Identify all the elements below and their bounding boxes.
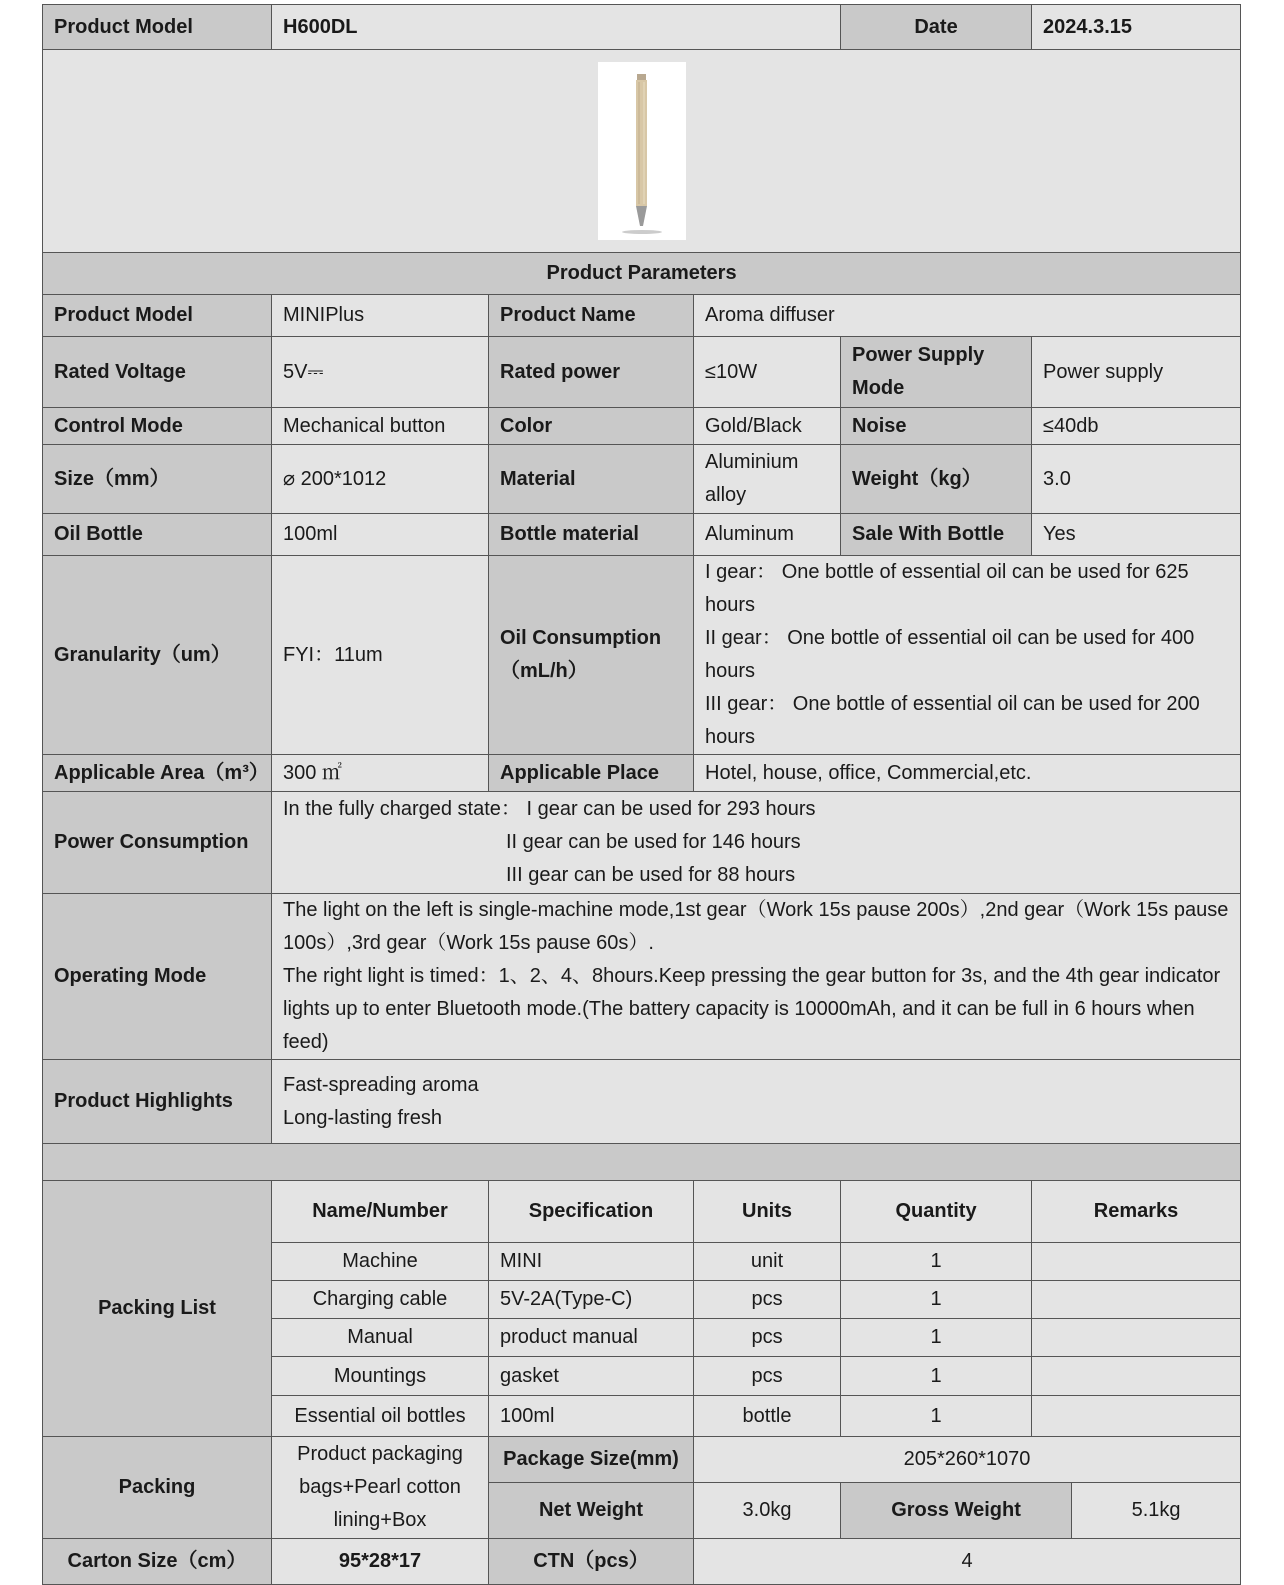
item-qty: 1: [841, 1243, 1032, 1281]
gross-weight-label: Gross Weight: [841, 1483, 1072, 1539]
item-qty: 1: [841, 1357, 1032, 1396]
operating-mode-line: The right light is timed：1、2、4、8hours.Keep pressing the gear button for 3s, and the 4th gear indicator lights up to enter Bluetooth mode.(The battery capacity is 10000mAh, and it can be full in 6 hours when feed): [283, 965, 1221, 1053]
rated-power-label: Rated power: [489, 337, 694, 408]
size-label: Size（mm）: [43, 445, 272, 514]
material-value: Aluminium alloy: [694, 445, 841, 514]
sale-with-bottle-label: Sale With Bottle: [841, 514, 1032, 556]
net-weight-label: Net Weight: [489, 1483, 694, 1539]
col-header-remarks: Remarks: [1032, 1181, 1241, 1243]
item-spec: 5V-2A(Type-C): [489, 1281, 694, 1319]
blank-separator: [43, 1144, 1241, 1181]
bottle-material-value: Aluminum: [694, 514, 841, 556]
gross-weight-value: 5.1kg: [1072, 1483, 1241, 1539]
item-name: Manual: [272, 1319, 489, 1357]
material-label: Material: [489, 445, 694, 514]
spec-sheet: [42, 4, 1240, 1585]
item-name: Essential oil bottles: [272, 1396, 489, 1437]
control-mode-label: Control Mode: [43, 408, 272, 445]
weight-value: 3.0: [1032, 445, 1241, 514]
col-header-spec: Specification: [489, 1181, 694, 1243]
granularity-label: Granularity（um）: [43, 556, 272, 755]
item-name: Mountings: [272, 1357, 489, 1396]
col-header-name: Name/Number: [272, 1181, 489, 1243]
item-remarks: [1032, 1319, 1241, 1357]
power-supply-mode-value: Power supply: [1032, 337, 1241, 408]
carton-size-value: 95*28*17: [272, 1539, 489, 1585]
product-image-cell: [43, 50, 1241, 253]
applicable-area-value: 300 ㎡: [272, 755, 489, 792]
highlights-value: [272, 1060, 1241, 1144]
highlight-line: Fast-spreading aroma: [283, 1073, 479, 1096]
rated-power-value: ≤10W: [694, 337, 841, 408]
power-consumption-line: II gear can be used for 146 hours: [506, 831, 801, 853]
operating-mode-line: The light on the left is single-machine mode,1st gear（Work 15s pause 200s）,2nd gear（Work 15s pause 100s）,3rd gear（Work 15s pause 60s）.: [283, 899, 1229, 954]
section-title: Product Parameters: [43, 253, 1241, 295]
item-spec: 100ml: [489, 1396, 694, 1437]
noise-value: ≤40db: [1032, 408, 1241, 445]
item-spec: MINI: [489, 1243, 694, 1281]
power-consumption-line: In the fully charged state： I gear can be used for 293 hours: [283, 798, 816, 820]
control-mode-value: Mechanical button: [272, 408, 489, 445]
item-qty: 1: [841, 1319, 1032, 1357]
item-name: Machine: [272, 1243, 489, 1281]
item-units: pcs: [694, 1281, 841, 1319]
rated-voltage-value: 5V⎓: [272, 337, 489, 408]
packaging-value: Product packaging bags+Pearl cotton lining+Box: [272, 1437, 489, 1539]
item-spec: gasket: [489, 1357, 694, 1396]
item-qty: 1: [841, 1281, 1032, 1319]
applicable-place-label: Applicable Place: [489, 755, 694, 792]
item-units: pcs: [694, 1357, 841, 1396]
oil-bottle-label: Oil Bottle: [43, 514, 272, 556]
color-value: Gold/Black: [694, 408, 841, 445]
col-header-quantity: Quantity: [841, 1181, 1032, 1243]
oil-consumption-line: I gear： One bottle of essential oil can be used for 625 hours: [705, 561, 1189, 616]
header-model-label: Product Model: [43, 5, 272, 50]
rated-voltage-label: Rated Voltage: [43, 337, 272, 408]
weight-label: Weight（kg）: [841, 445, 1032, 514]
header-date-label: Date: [841, 5, 1032, 50]
ctn-label: CTN（pcs）: [489, 1539, 694, 1585]
oil-consumption-line: II gear： One bottle of essential oil can be used for 400 hours: [705, 627, 1195, 682]
item-remarks: [1032, 1281, 1241, 1319]
color-label: Color: [489, 408, 694, 445]
item-spec: product manual: [489, 1319, 694, 1357]
product-model-value: MINIPlus: [272, 295, 489, 337]
highlights-label: Product Highlights: [43, 1060, 272, 1144]
noise-label: Noise: [841, 408, 1032, 445]
bottle-material-label: Bottle material: [489, 514, 694, 556]
granularity-value: FYI：11um: [272, 556, 489, 755]
packing-label: Packing: [43, 1437, 272, 1539]
product-name-label: Product Name: [489, 295, 694, 337]
oil-consumption-label: Oil Consumption（mL/h）: [489, 556, 694, 755]
sale-with-bottle-value: Yes: [1032, 514, 1241, 556]
carton-size-label: Carton Size（cm）: [43, 1539, 272, 1585]
power-consumption-line: III gear can be used for 88 hours: [506, 864, 796, 886]
item-units: pcs: [694, 1319, 841, 1357]
item-name: Charging cable: [272, 1281, 489, 1319]
oil-consumption-value: [694, 556, 1241, 755]
oil-consumption-line: III gear： One bottle of essential oil can be used for 200 hours: [705, 693, 1200, 748]
net-weight-value: 3.0kg: [694, 1483, 841, 1539]
size-value: ⌀ 200*1012: [272, 445, 489, 514]
header-model-value: H600DL: [272, 5, 841, 50]
col-header-units: Units: [694, 1181, 841, 1243]
package-size-value: 205*260*1070: [694, 1437, 1241, 1483]
product-image: [598, 62, 686, 240]
package-size-label: Package Size(mm): [489, 1437, 694, 1483]
applicable-place-value: Hotel, house, office, Commercial,etc.: [694, 755, 1241, 792]
product-name-value: Aroma diffuser: [694, 295, 1241, 337]
item-remarks: [1032, 1243, 1241, 1281]
operating-mode-label: Operating Mode: [43, 894, 272, 1060]
packing-list-label: Packing List: [43, 1181, 272, 1437]
item-remarks: [1032, 1357, 1241, 1396]
product-model-label: Product Model: [43, 295, 272, 337]
item-qty: 1: [841, 1396, 1032, 1437]
item-units: bottle: [694, 1396, 841, 1437]
highlight-line: Long-lasting fresh: [283, 1106, 442, 1129]
applicable-area-label: Applicable Area（m³）: [43, 755, 272, 792]
power-consumption-value: [272, 792, 1241, 894]
ctn-value: 4: [694, 1539, 1241, 1585]
item-units: unit: [694, 1243, 841, 1281]
power-supply-mode-label: Power Supply Mode: [841, 337, 1032, 408]
header-date-value: 2024.3.15: [1032, 5, 1241, 50]
oil-bottle-value: 100ml: [272, 514, 489, 556]
item-remarks: [1032, 1396, 1241, 1437]
spec-table: [42, 4, 1241, 1585]
diffuser-illustration: [598, 62, 686, 240]
operating-mode-value: [272, 894, 1241, 1060]
power-consumption-label: Power Consumption: [43, 792, 272, 894]
